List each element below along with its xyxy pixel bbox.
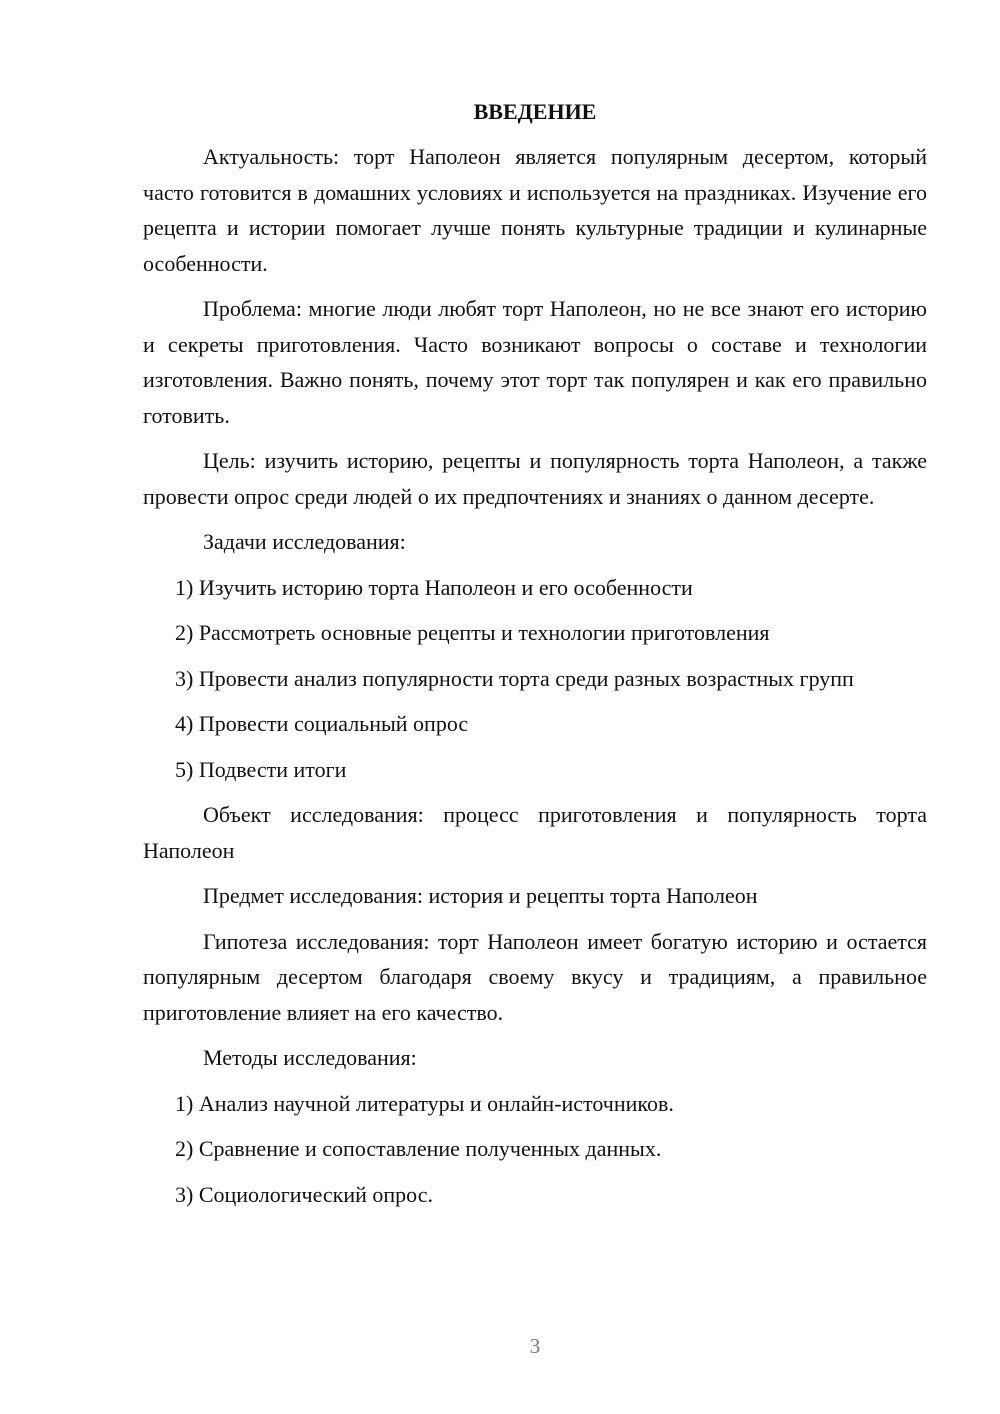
problem-paragraph: Проблема: многие люди любят торт Наполеон, но не все знают его историю и секреты приготовления. Часто возникают вопросы о составе и технологии изготовления. Важно понять, почему этот торт так популярен и как его правильно готовить. (143, 296, 927, 428)
goal-paragraph: Цель: изучить историю, рецепты и популярность торта Наполеон, а также провести опрос среди людей о их предпочтениях и знаниях о данном десерте. (143, 448, 927, 509)
task-item-2: 2) Рассмотреть основные рецепты и технологии приготовления (175, 620, 770, 645)
task-item-4: 4) Провести социальный опрос (175, 711, 469, 736)
task-item-5: 5) Подвести итоги (175, 756, 347, 782)
method-item-1: 1) Анализ научной литературы и онлайн-источников. (175, 1090, 674, 1116)
tasks-title: Задачи исследования: (203, 529, 406, 554)
method-item-3: 3) Социологический опрос. (175, 1181, 433, 1207)
subject-paragraph: Предмет исследования: история и рецепты торта Наполеон (203, 883, 758, 908)
page-content (143, 94, 927, 1222)
task-item-1: 1) Изучить историю торта Наполеон и его особенности (175, 574, 693, 600)
method-item-2: 2) Сравнение и сопоставление полученных данных. (175, 1136, 662, 1161)
hypothesis-paragraph: Гипотеза исследования: торт Наполеон имеет богатую историю и остается популярным десертом благодаря своему вкусу и традициям, а правильное приготовление влияет на его качество. (143, 928, 927, 1025)
section-heading: ВВЕДЕНИЕ (473, 99, 597, 124)
object-paragraph: Объект исследования: процесс приготовления и популярность торта Наполеон (143, 802, 927, 863)
task-item-3: 3) Провести анализ популярности торта среди разных возрастных групп (175, 665, 854, 691)
page-number: 3 (529, 1334, 541, 1358)
relevance-paragraph: Актуальность: торт Наполеон является популярным десертом, который часто готовится в домашних условиях и используется на праздниках. Изучение его рецепта и истории помогает лучше понять культурные традиции и кулинарные особенности. (143, 144, 927, 276)
methods-title: Методы исследования: (203, 1045, 417, 1070)
